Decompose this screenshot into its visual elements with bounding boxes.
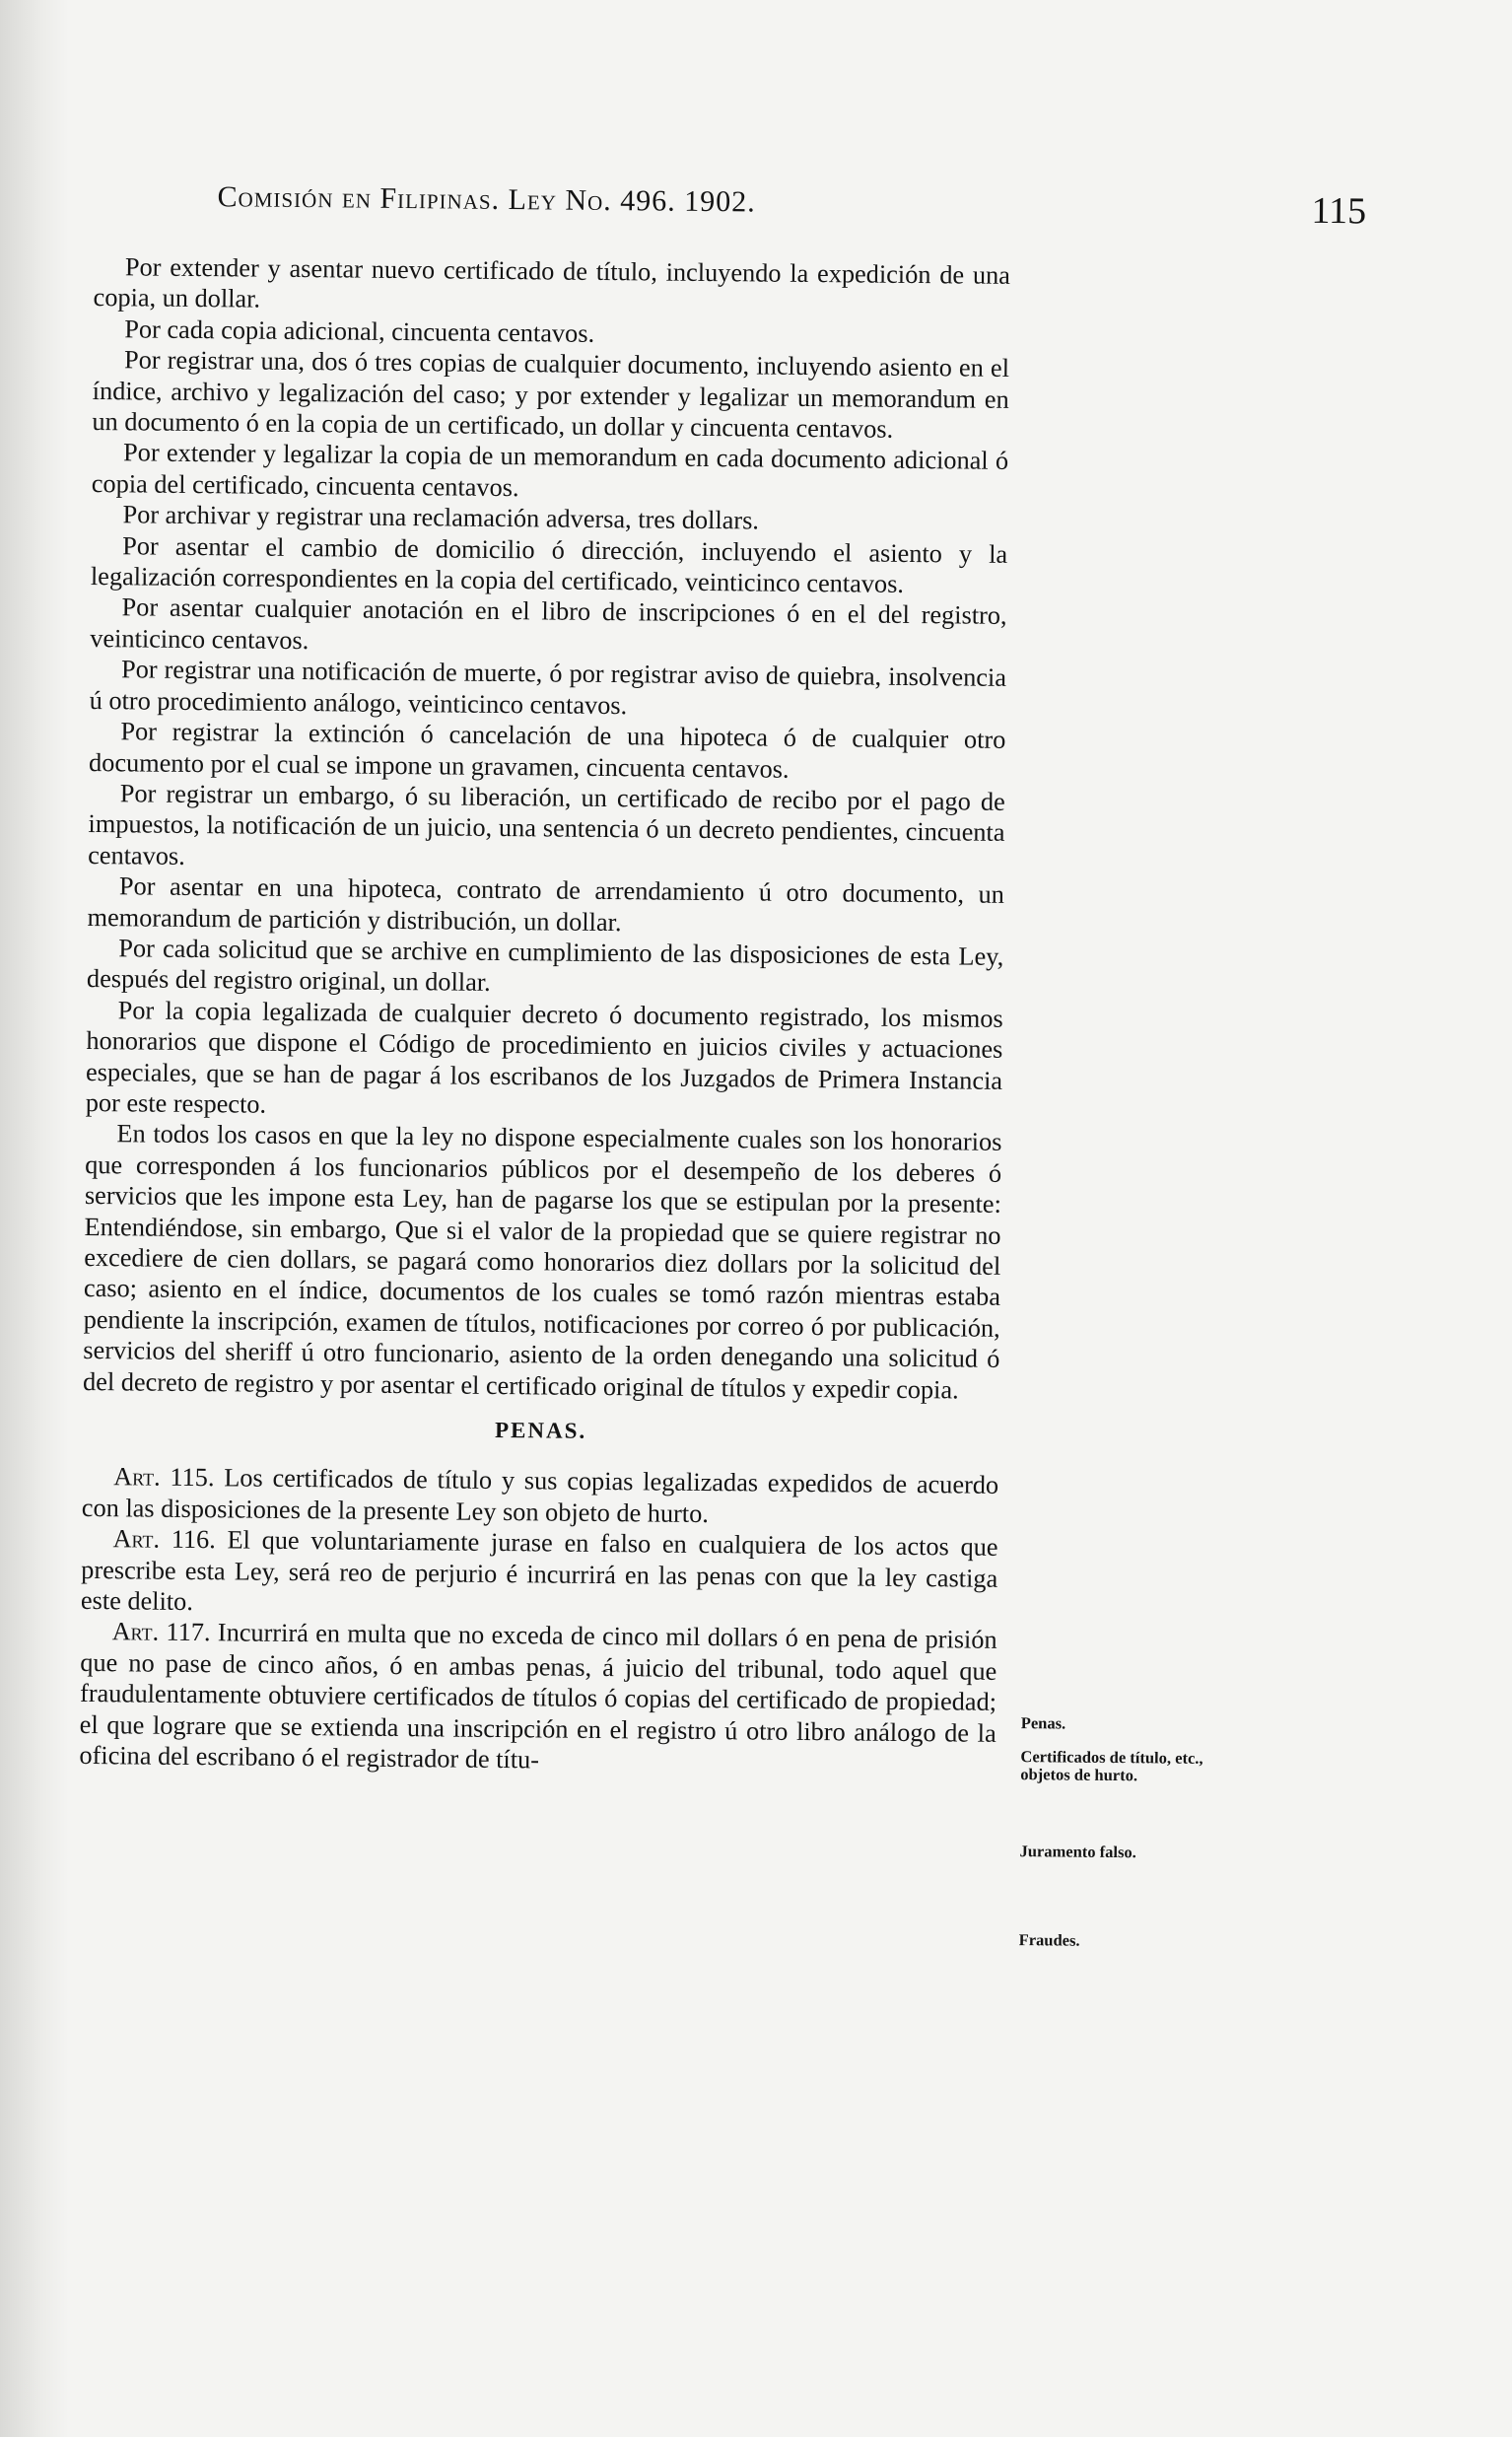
paragraph: Por registrar la extinción ó cancelación de una hipoteca ó de cualquier otro documento por el cual se impone un gravamen, cincuenta centavos. <box>88 717 1006 784</box>
sidenote-juramento: Juramento falso. <box>1019 1842 1136 1862</box>
paragraph: Por registrar una notificación de muerte, ó por registrar aviso de quiebra, insolvencia ú otro procedimiento análogo, veinticinco centavos. <box>89 655 1007 720</box>
sidenote-certificados: Certificados de título, etc., objetos de hurto. <box>1020 1747 1203 1785</box>
sidenote-penas: Penas. <box>1020 1713 1066 1733</box>
article-number: Art. 116. <box>112 1524 216 1555</box>
paragraph: Por la copia legalizada de cualquier decreto ó documento registrado, los mismos honorarios que dispone el Código de procedimiento en juicios civiles y actuaciones especiales, que se han de pagar á los escribanos de los Juzgados de Primera Instancia por este respecto. <box>85 996 1003 1119</box>
sidenote-fraudes: Fraudes. <box>1018 1930 1080 1950</box>
article-117 <box>79 1616 997 1779</box>
paragraph: Por registrar un embargo, ó su liberación, un certificado de recibo por el pago de impuestos, la notificación de un juicio, una sentencia ó un decreto pendientes, cincuenta centavos. <box>88 779 1005 870</box>
paragraph: Por asentar cualquier anotación en el libro de inscripciones ó en el del registro, veinticinco centavos. <box>90 592 1007 655</box>
article-116 <box>81 1523 998 1625</box>
paragraph: Por extender y asentar nuevo certificado de título, incluyendo la expedición de una copia, un dollar. <box>93 252 1011 314</box>
page-number: 115 <box>1311 189 1367 233</box>
paragraph: Por cada copia adicional, cincuenta centavos. <box>124 314 595 348</box>
page-header <box>94 179 1375 241</box>
scan-edge-shadow <box>0 0 69 2437</box>
paragraph: Por asentar el cambio de domicilio ó dirección, incluyendo el asiento y la legalización correspondientes en la copia del certificado, veinticinco centavos. <box>90 530 1008 598</box>
document-page <box>73 158 1376 2388</box>
article-text: El que voluntariamente jurase en falso en cualquiera de los actos que prescribe esta Ley, será reo de perjurio é incurrirá en las penas con que la ley castiga este delito. <box>80 1525 998 1617</box>
article-number: Art. 117. <box>111 1617 211 1647</box>
paragraph: Por cada solicitud que se archive en cumplimiento de las disposiciones de esta Ley, después del registro original, un dollar. <box>86 934 1004 998</box>
body-text <box>79 251 1010 1779</box>
paragraph: En todos los casos en que la ley no dispone especialmente cuales son los honorarios que corresponden á los funcionarios públicos por el desempeño de los deberes ó servicios que les impone esta Ley, han de pagarse los que se estipulan por la presente: Entendiéndose, sin embargo, Que si el valor de la propiedad que se quiere registrar no excediere de cien dollars, se pagará como honorarios diez dollars por la solicitud del caso; asiento en el índice, documentos de los cuales se tomó razón mientras estaba pendiente la inscripción, examen de títulos, notificaciones por correo ó por publicación, servicios del sheriff ú otro funcionario, asiento de la orden denegando una solicitud ó del decreto de registro y por asentar el certificado original de títulos y expedir copia. <box>82 1119 1002 1405</box>
article-text: Incurrirá en multa que no exceda de cinco mil dollars ó en pena de prisión que no pase de cinco años, ó en ambas penas, á juicio del tribunal, todo aquel que fraudulentamente obtuviere certificados de títulos ó copias del certificado de propiedad; el que lograre que se extienda una inscripción en el registro ú otro libro análogo de la oficina del escribano ó el registrador de títu- <box>79 1618 997 1775</box>
paragraph: Por registrar una, dos ó tres copias de cualquier documento, incluyendo asiento en el índice, archivo y legalización del caso; y por extender y legalizar un memorandum en un documento ó en la copia de un certificado, un dollar y cincuenta centavos. <box>92 345 1010 444</box>
section-heading-penas: PENAS. <box>494 1417 587 1443</box>
paragraph: Por extender y legalizar la copia de un memorandum en cada documento adicional ó copia del certificado, cincuenta centavos. <box>91 438 1009 502</box>
article-number: Art. 115. <box>113 1462 215 1493</box>
running-head: Comisión en Filipinas. Ley No. 496. 1902. <box>217 180 756 219</box>
paragraph: Por asentar en una hipoteca, contrato de arrendamiento ú otro documento, un memorandum de partición y distribución, un dollar. <box>87 871 1005 937</box>
paragraph: Por archivar y registrar una reclamación adversa, tres dollars. <box>122 500 760 535</box>
article-115 <box>82 1461 999 1532</box>
article-text: Los certificados de título y sus copias legalizadas expedidos de acuerdo con las disposiciones de la presente Ley son objeto de hurto. <box>81 1463 999 1528</box>
